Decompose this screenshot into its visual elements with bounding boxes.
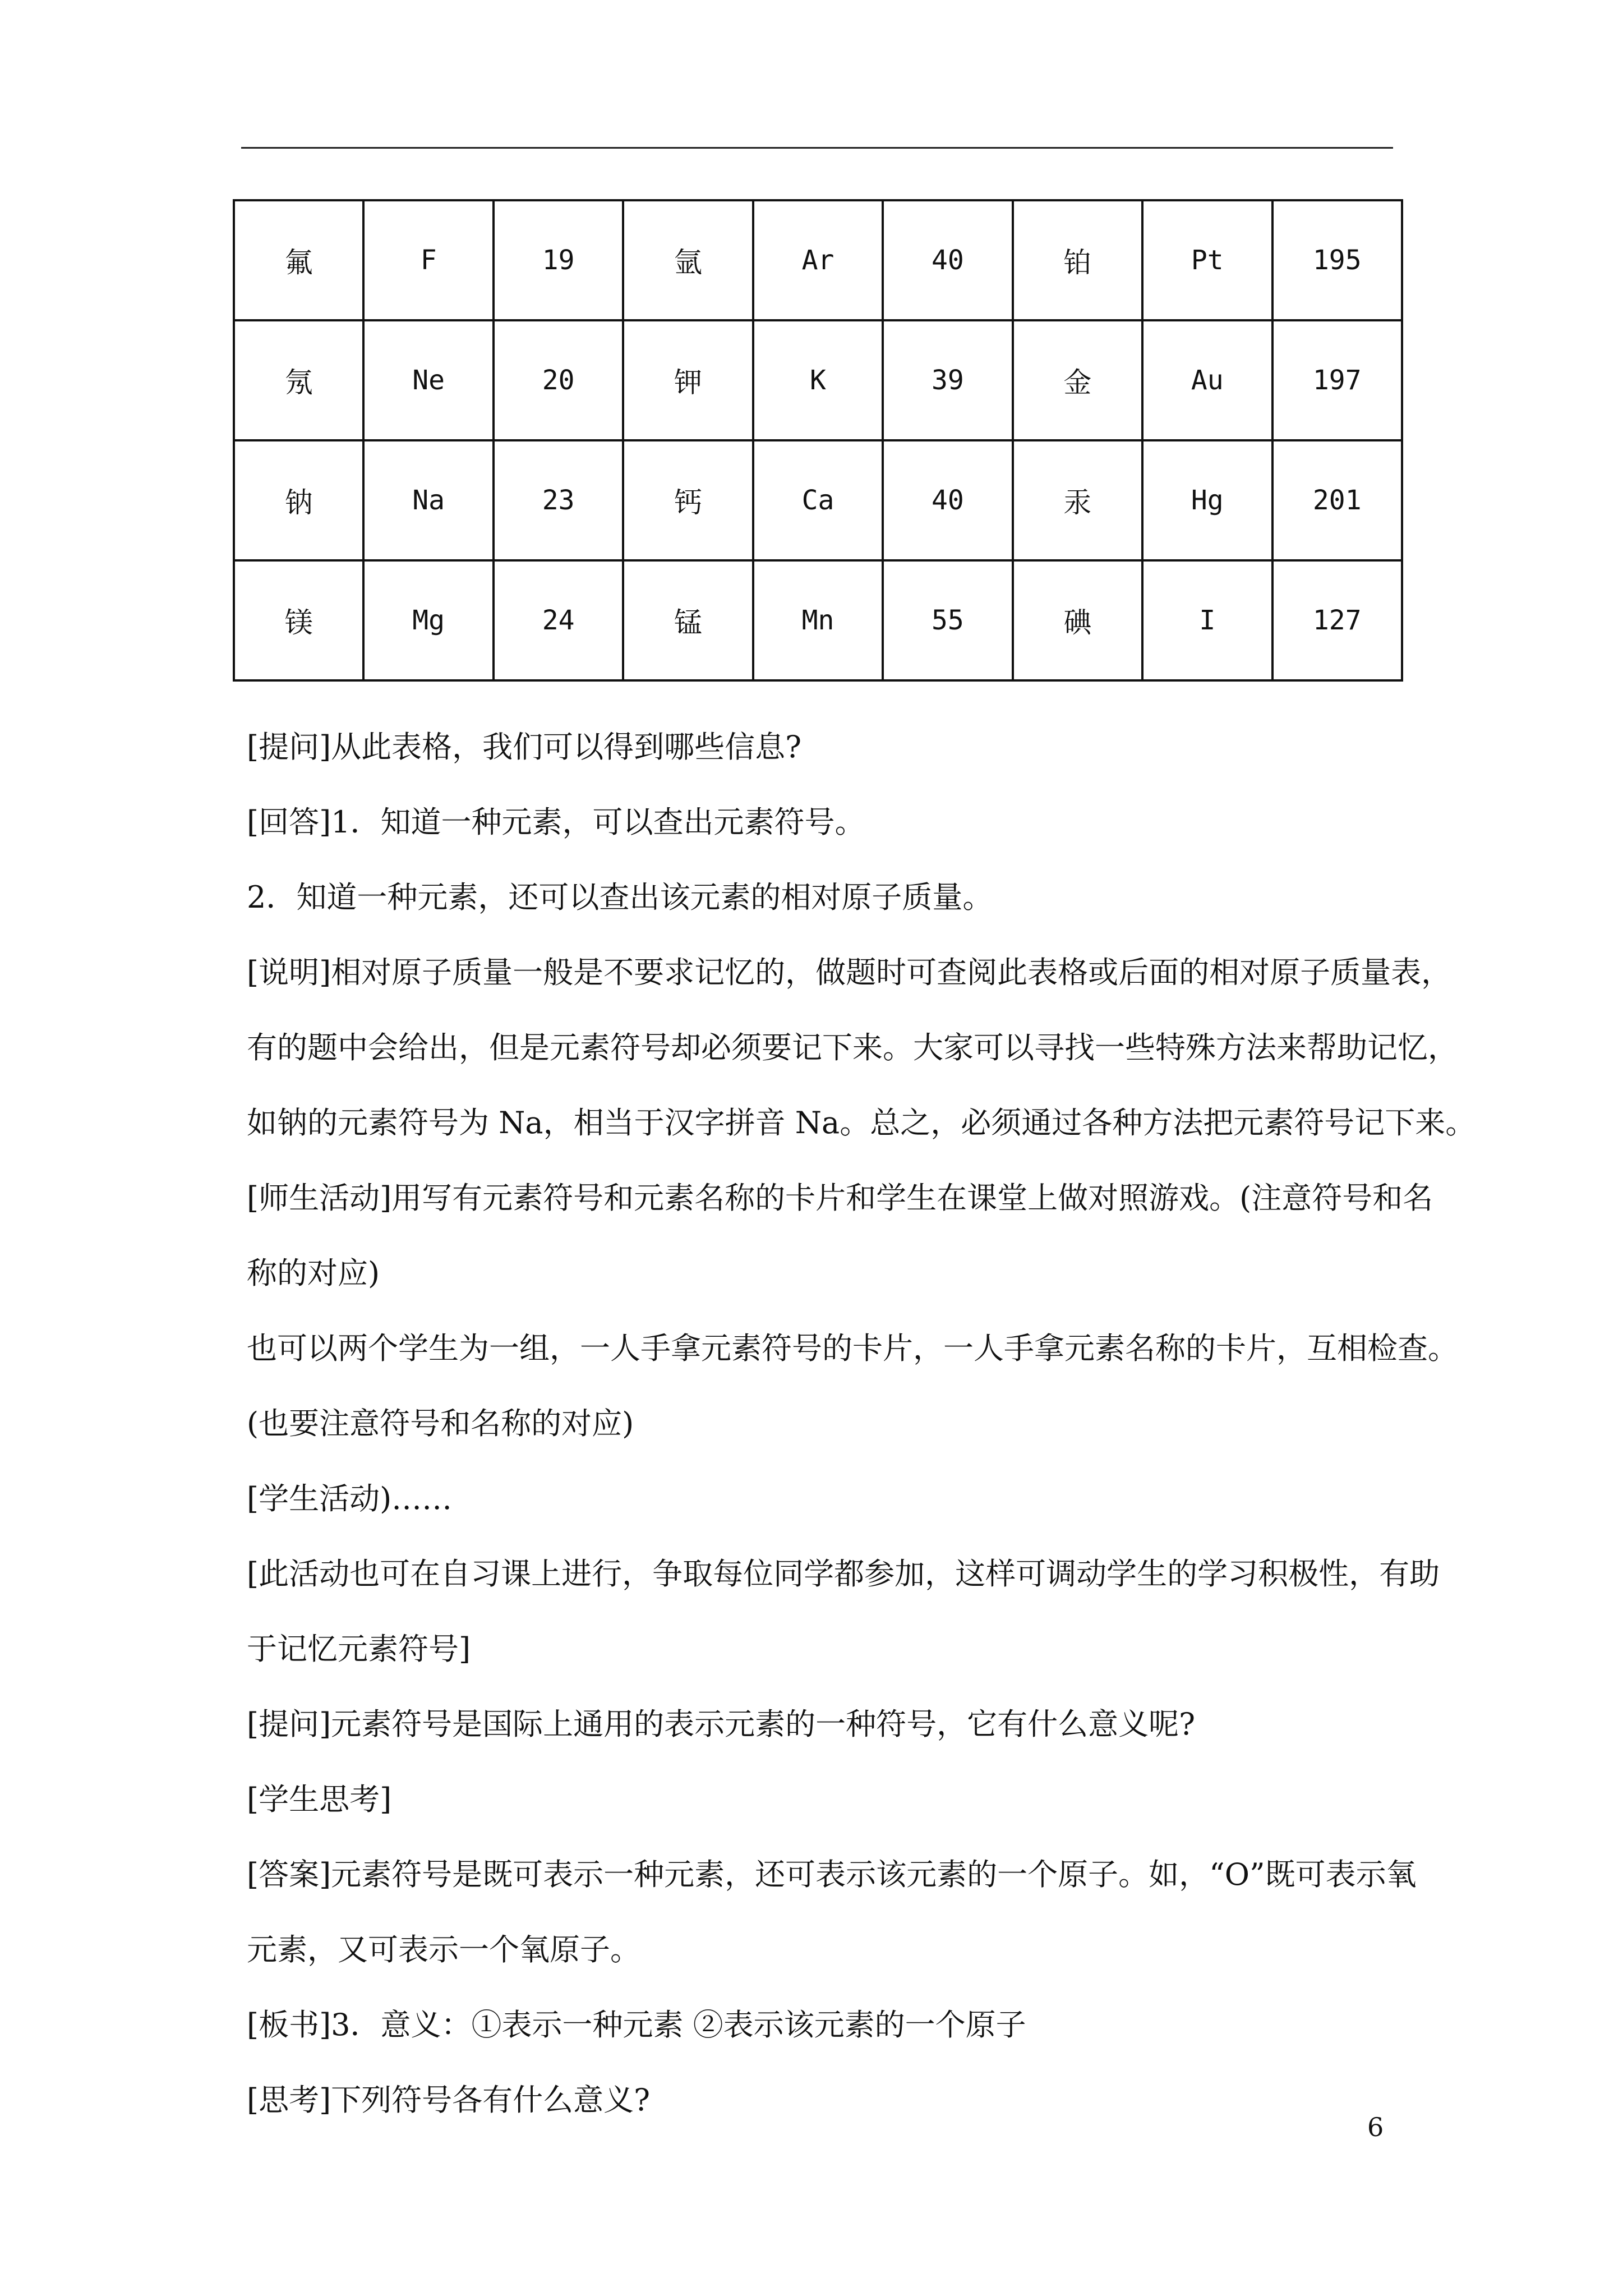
text-line: [答案]元素符号是既可表示一种元素，还可表示该元素的一个原子。如，“O”既可表示氧 — [247, 1857, 1417, 1892]
text-line: [回答]1．知道一种元素，可以查出元素符号。 — [247, 804, 865, 840]
table-row — [234, 440, 1402, 560]
table-cell: 19 — [494, 200, 623, 320]
table-cell: 24 — [494, 560, 623, 680]
text-line: (也要注意符号和名称的对应) — [247, 1406, 634, 1441]
table-cell: 39 — [883, 320, 1012, 440]
table-cell: 铂 — [1013, 200, 1142, 320]
table-cell: 127 — [1272, 560, 1403, 680]
table-cell: 40 — [883, 200, 1012, 320]
body-text — [247, 710, 1476, 2138]
table-cell: 氖 — [234, 320, 363, 440]
table-cell: 钠 — [234, 440, 363, 560]
page-number: 6 — [1367, 2112, 1384, 2142]
table-cell: 23 — [494, 440, 623, 560]
text-line: 称的对应) — [247, 1255, 380, 1291]
table-cell: 钾 — [623, 320, 753, 440]
table-cell: Na — [363, 440, 493, 560]
text-line: 于记忆元素符号] — [247, 1631, 471, 1667]
table-row — [234, 200, 1402, 320]
table-cell: 20 — [494, 320, 623, 440]
table-cell: 197 — [1272, 320, 1403, 440]
table-cell: 镁 — [234, 560, 363, 680]
table-cell: 碘 — [1013, 560, 1142, 680]
table-cell: 汞 — [1013, 440, 1142, 560]
text-line: [思考]下列符号各有什么意义? — [247, 2082, 651, 2118]
text-line: 2．知道一种元素，还可以查出该元素的相对原子质量。 — [247, 880, 993, 915]
table-cell: Hg — [1142, 440, 1272, 560]
table-cell: K — [753, 320, 883, 440]
table-cell: Ne — [363, 320, 493, 440]
table-cell: Au — [1142, 320, 1272, 440]
table-cell: Mn — [753, 560, 883, 680]
table-row — [234, 320, 1402, 440]
text-line: 有的题中会给出，但是元素符号却必须要记下来。大家可以寻找一些特殊方法来帮助记忆， — [247, 1030, 1458, 1065]
table-cell: 锰 — [623, 560, 753, 680]
table-cell: 氟 — [234, 200, 363, 320]
table-cell: 40 — [883, 440, 1012, 560]
header-rule — [241, 147, 1393, 149]
text-line: 如钠的元素符号为 Na，相当于汉字拼音 Na。总之，必须通过各种方法把元素符号记下来。 — [247, 1105, 1476, 1140]
table-cell: Ar — [753, 200, 883, 320]
table-cell: 201 — [1272, 440, 1403, 560]
text-line: [此活动也可在自习课上进行，争取每位同学都参加，这样可调动学生的学习积极性，有助 — [247, 1556, 1440, 1591]
text-line: [提问]元素符号是国际上通用的表示元素的一种符号，它有什么意义呢? — [247, 1706, 1196, 1742]
text-line: [学生活动)…… — [247, 1481, 453, 1516]
table-cell: 55 — [883, 560, 1012, 680]
table-cell: Ca — [753, 440, 883, 560]
text-line: [说明]相对原子质量一般是不要求记忆的，做题时可查阅此表格或后面的相对原子质量表， — [247, 955, 1452, 990]
text-line: 元素，又可表示一个氧原子。 — [247, 1932, 640, 1967]
text-line: 也可以两个学生为一组，一人手拿元素符号的卡片，一人手拿元素名称的卡片，互相检查。 — [247, 1331, 1458, 1366]
text-line: [提问]从此表格，我们可以得到哪些信息? — [247, 729, 802, 765]
table-cell: Mg — [363, 560, 493, 680]
text-line: [板书]3．意义：①表示一种元素 ②表示该元素的一个原子 — [247, 2007, 1026, 2042]
text-line: [师生活动]用写有元素符号和元素名称的卡片和学生在课堂上做对照游戏。(注意符号和名 — [247, 1180, 1433, 1216]
text-line: [学生思考] — [247, 1782, 392, 1817]
element-table — [233, 199, 1403, 682]
table-cell: 氩 — [623, 200, 753, 320]
table-cell: I — [1142, 560, 1272, 680]
table-cell: 金 — [1013, 320, 1142, 440]
table-cell: Pt — [1142, 200, 1272, 320]
table-row — [234, 560, 1402, 680]
table-cell: F — [363, 200, 493, 320]
table-cell: 钙 — [623, 440, 753, 560]
table-cell: 195 — [1272, 200, 1403, 320]
